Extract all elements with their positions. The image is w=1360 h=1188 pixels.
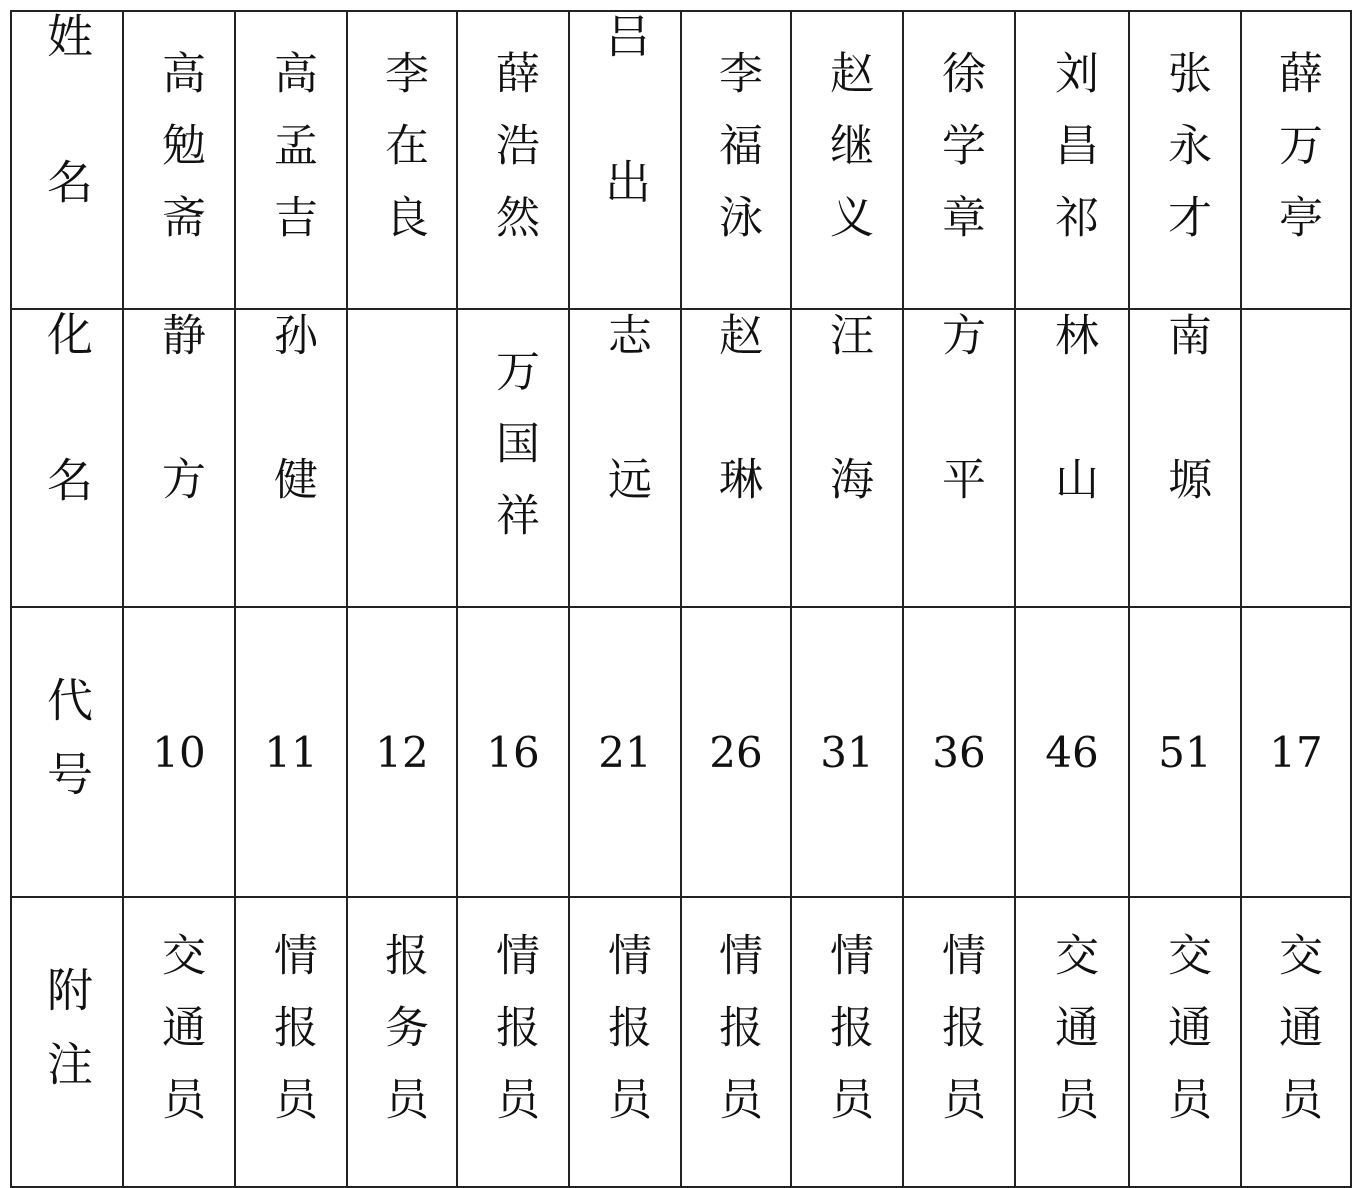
- person-code: 16: [486, 727, 540, 777]
- person-alias: 汪海: [822, 312, 873, 600]
- note-cell: [791, 897, 903, 1187]
- person-alias: 志远: [600, 312, 651, 600]
- person-name: 刘昌祁: [1047, 50, 1098, 266]
- person-code: 17: [1269, 727, 1323, 777]
- person-note: 情报员: [600, 932, 651, 1148]
- code-row: [11, 607, 1351, 897]
- name-cell: [569, 11, 681, 309]
- person-name: 薛浩然: [488, 50, 539, 266]
- person-name: 徐学章: [934, 50, 985, 266]
- code-cell: [1015, 607, 1129, 897]
- person-note: 交通员: [1271, 932, 1322, 1148]
- header-cell-note: [11, 897, 123, 1187]
- person-alias: 南塬: [1160, 312, 1211, 600]
- note-cell: [457, 897, 569, 1187]
- code-cell: [235, 607, 347, 897]
- header-alias: 化名: [40, 310, 94, 602]
- person-code: 51: [1158, 727, 1212, 777]
- note-cell: [235, 897, 347, 1187]
- alias-cell: [791, 309, 903, 607]
- person-note: 情报员: [266, 932, 317, 1148]
- person-code: 12: [375, 727, 429, 777]
- person-alias: 林山: [1047, 312, 1098, 600]
- note-cell: [347, 897, 457, 1187]
- note-row: [11, 897, 1351, 1187]
- header-note: 附注: [40, 966, 94, 1114]
- note-cell: [1015, 897, 1129, 1187]
- person-name: 张永才: [1160, 50, 1211, 266]
- note-cell: [1241, 897, 1351, 1187]
- person-name: 李福泳: [711, 50, 762, 266]
- person-name: 高勉斋: [154, 50, 205, 266]
- code-cell: [347, 607, 457, 897]
- person-note: 情报员: [934, 932, 985, 1148]
- person-alias: 方平: [934, 312, 985, 600]
- note-cell: [903, 897, 1015, 1187]
- alias-cell: [1241, 309, 1351, 607]
- alias-cell: [903, 309, 1015, 607]
- person-code: 46: [1045, 727, 1099, 777]
- note-cell: [1129, 897, 1241, 1187]
- alias-cell: [569, 309, 681, 607]
- header-name: 姓名: [40, 12, 94, 304]
- name-cell: [1015, 11, 1129, 309]
- person-name: 薛万亭: [1271, 50, 1322, 266]
- name-cell: [235, 11, 347, 309]
- person-alias: 赵琳: [711, 312, 762, 600]
- person-name: 高孟吉: [266, 50, 317, 266]
- person-code: 31: [820, 727, 874, 777]
- code-cell: [123, 607, 235, 897]
- header-code: 代号: [40, 676, 94, 824]
- name-cell: [791, 11, 903, 309]
- note-cell: [569, 897, 681, 1187]
- header-cell-code: [11, 607, 123, 897]
- person-note: 情报员: [822, 932, 873, 1148]
- note-cell: [681, 897, 791, 1187]
- person-note: 交通员: [1047, 932, 1098, 1148]
- code-cell: [791, 607, 903, 897]
- header-cell-name: [11, 11, 123, 309]
- name-cell: [903, 11, 1015, 309]
- person-code: 36: [932, 727, 986, 777]
- name-cell: [1241, 11, 1351, 309]
- name-cell: [1129, 11, 1241, 309]
- person-note: 报务员: [377, 932, 428, 1148]
- name-row: [11, 11, 1351, 309]
- person-code: 26: [709, 727, 763, 777]
- person-alias: 孙健: [266, 312, 317, 600]
- alias-cell: [1129, 309, 1241, 607]
- person-code: 21: [598, 727, 652, 777]
- note-cell: [123, 897, 235, 1187]
- name-cell: [123, 11, 235, 309]
- person-note: 交通员: [1160, 932, 1211, 1148]
- code-cell: [903, 607, 1015, 897]
- person-name: 李在良: [377, 50, 428, 266]
- roster-table: [10, 10, 1352, 1188]
- alias-cell: [235, 309, 347, 607]
- alias-row: [11, 309, 1351, 607]
- person-alias: 静方: [154, 312, 205, 600]
- alias-cell: [1015, 309, 1129, 607]
- person-name: 赵继义: [822, 50, 873, 266]
- alias-cell: [681, 309, 791, 607]
- alias-cell: [123, 309, 235, 607]
- person-note: 交通员: [154, 932, 205, 1148]
- person-name: 吕出: [598, 12, 652, 304]
- code-cell: [681, 607, 791, 897]
- code-cell: [1129, 607, 1241, 897]
- person-note: 情报员: [711, 932, 762, 1148]
- person-code: 11: [264, 727, 318, 777]
- person-alias: 万国祥: [488, 348, 539, 564]
- alias-cell: [347, 309, 457, 607]
- name-cell: [681, 11, 791, 309]
- code-cell: [457, 607, 569, 897]
- alias-cell: [457, 309, 569, 607]
- person-code: 10: [152, 727, 206, 777]
- code-cell: [1241, 607, 1351, 897]
- name-cell: [457, 11, 569, 309]
- header-cell-alias: [11, 309, 123, 607]
- person-note: 情报员: [488, 932, 539, 1148]
- name-cell: [347, 11, 457, 309]
- code-cell: [569, 607, 681, 897]
